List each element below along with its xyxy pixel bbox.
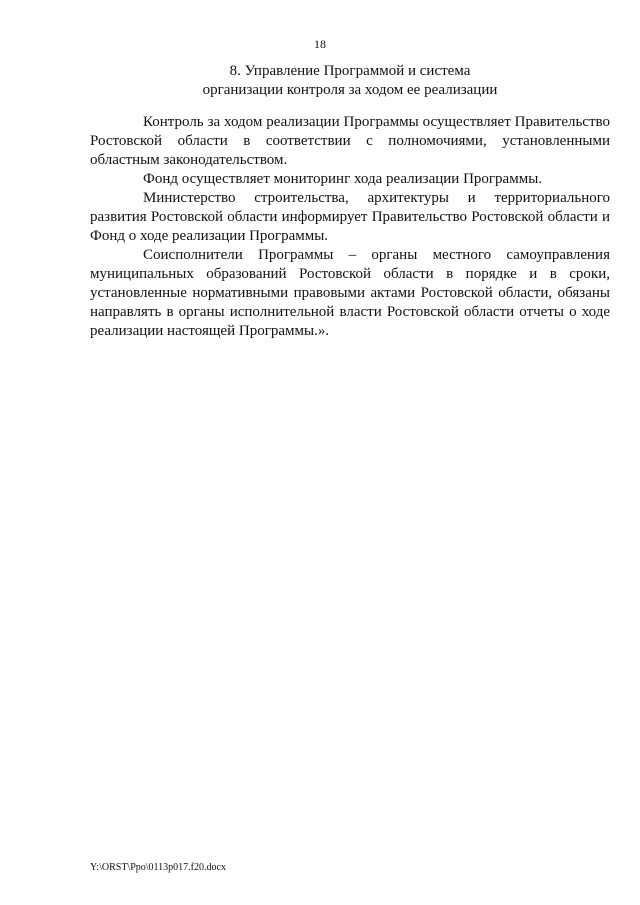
section-title-line-1: 8. Управление Программой и система: [229, 63, 471, 79]
section-title-line-2: организации контроля за ходом ее реализации: [202, 82, 498, 98]
paragraph-coexecutors: Соисполнители Программы – органы местного самоуправления муниципальных образований Ростовской области в порядке и в сроки, установленные нормативными правовыми актами Ростовской области, обязаны направлять в органы исполнительной власти Ростовской области отчеты о ходе реализации настоящей Программы.».: [90, 247, 610, 339]
paragraph-ministry: Министерство строительства, архитектуры и территориального развития Ростовской области информирует Правительство Ростовской области и Фонд о ходе реализации Программы.: [90, 190, 610, 244]
page-number: 18: [314, 37, 326, 51]
paragraph-control: Контроль за ходом реализации Программы осуществляет Правительство Ростовской области в соответствии с полномочиями, установленными областным законодательством.: [90, 114, 610, 168]
section-title: [90, 62, 610, 100]
footer-file-path: Y:\ORST\Ppo\0113p017.f20.docx: [90, 862, 226, 873]
paragraph-monitoring: Фонд осуществляет мониторинг хода реализации Программы.: [143, 171, 543, 187]
document-body: [90, 113, 610, 341]
